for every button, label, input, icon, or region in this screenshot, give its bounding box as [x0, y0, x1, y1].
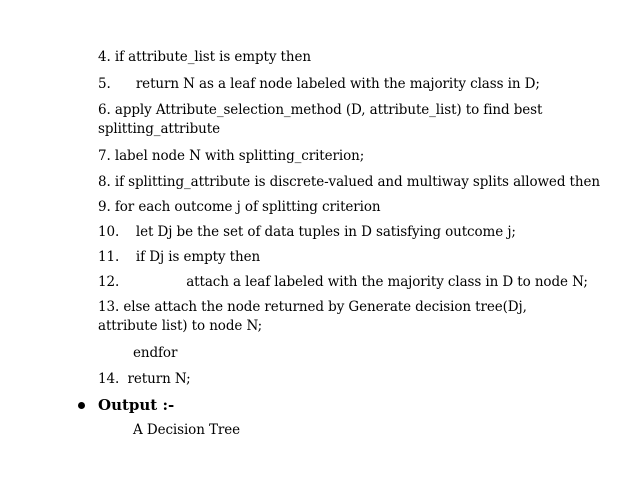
- algorithm-line-11: 11. if Dj is empty then: [98, 249, 261, 265]
- algorithm-line-14: 14. return N;: [98, 371, 191, 387]
- output-bullet: [78, 396, 174, 415]
- algorithm-line-7: 7. label node N with splitting_criterion;: [98, 148, 365, 164]
- algorithm-line-9: 9. for each outcome j of splitting criterion: [98, 199, 381, 215]
- algorithm-endfor: endfor: [133, 345, 178, 361]
- output-heading: Output :-: [98, 396, 175, 414]
- algorithm-line-4: 4. if attribute_list is empty then: [98, 49, 311, 65]
- algorithm-line-5: 5. return N as a leaf node labeled with the majority class in D;: [98, 76, 540, 92]
- algorithm-line-8: 8. if splitting_attribute is discrete-valued and multiway splits allowed then: [98, 174, 600, 190]
- algorithm-line-10: 10. let Dj be the set of data tuples in D satisfying outcome j;: [98, 224, 516, 240]
- algorithm-line-13: 13. else attach the node returned by Generate decision tree(Dj, attribute list) to node N;: [98, 299, 527, 334]
- output-text: A Decision Tree: [133, 422, 241, 438]
- bullet-icon: [78, 402, 85, 409]
- algorithm-line-12: 12. attach a leaf labeled with the majority class in D to node N;: [98, 274, 588, 290]
- algorithm-line-6: 6. apply Attribute_selection_method (D, attribute_list) to find best splitting_attribute: [98, 102, 543, 137]
